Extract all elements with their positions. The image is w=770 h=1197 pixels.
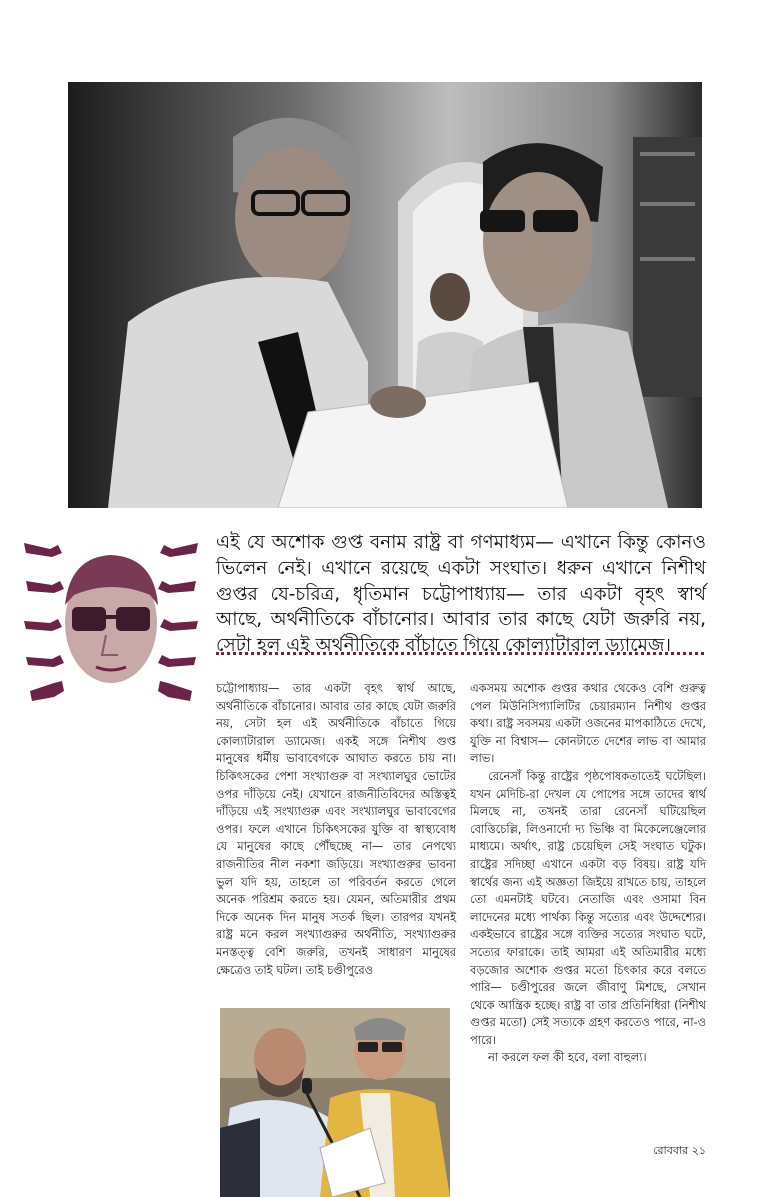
bottom-photograph xyxy=(220,1008,450,1197)
paragraph: রেনেসাঁ কিন্তু রাষ্ট্রের পৃষ্ঠপোষকতাতেই ঘটেছিল। যখন মেদিচি-রা দেখল যে পোপের সঙ্গে তাদের স্বার্থ মিলছে না, তখনই তারা রেনেসাঁ ঘটিয়েছিল বোত্তিচেল্লি, লিওনার্দো দ্য ভিঞ্চি বা মিকেলেঞ্জেলোর মাধ্যমে। অর্থাৎ, রাষ্ট্র চেয়েছিল সেই সংঘাত ঘটুক। রাষ্ট্রের সদিচ্ছা এখানে একটা বড় বিষয়। রাষ্ট্র যদি স্বার্থের জন্য এই অজ্ঞতা জিইয়ে রাখতে চায়, তাহলে তো এমনটাই ঘটবে। নেতাজি এবং ওসামা বিন লাদেনের মধ্যে পার্থক্য কিন্তু সত্যের এবং উদ্দেশ্যের। একইভাবে রাষ্ট্রের সঙ্গে ব্যক্তির সত্যের সংঘাত ঘটে, সত্যের ফারাকে। তাই আমরা এই অতিমারীর মধ্যে বড়জোর অশোক গুপ্তর মতো চিৎকার করে বলতে পারি— চণ্ডীপুরের জলে জীবাণু মিশছে, সেখান থেকে আন্ত্রিক হচ্ছে। রাষ্ট্র বা তার প্রতিনিধিরা (নিশীথ গুপ্তর মতো) সেই সত্যকে গ্রহণ করতেও পারে, না-ও পারে। xyxy=(470,768,706,1047)
dotted-divider xyxy=(216,652,704,655)
pointing-hands-left-icon xyxy=(24,543,64,701)
pull-quote: এই যে অশোক গুপ্ত বনাম রাষ্ট্র বা গণমাধ্যম— এখানে কিন্তু কোনও ভিলেন নেই। এখানে রয়েছে একটা সংঘাত। ধরুন এখানে নিশীথ গুপ্তর যে-চরিত্র, ধৃতিমান চট্টোপাধ্যায়— তার একটা বৃহৎ স্বার্থ আছে, অর্থনীতিকে বাঁচানোর। আবার তার কাছে যেটা জরুরি নয়, সেটা হল এই অর্থনীতিকে বাঁচাতে গিয়ে কোল্যাটারাল ড্যামেজ। xyxy=(216,532,706,657)
body-column-right xyxy=(470,680,706,1067)
pointing-hands-right-icon xyxy=(158,543,198,701)
page-footer: রোববার ২১ xyxy=(653,1144,706,1157)
body-column-left xyxy=(216,680,456,979)
top-photograph xyxy=(68,82,702,508)
paragraph: চট্টোপাধ্যায়— তার একটা বৃহৎ স্বার্থ আছে, অর্থনীতিকে বাঁচানোর। আবার তার কাছে যেটা জরুরি নয়, সেটা হল এই অর্থনীতিকে বাঁচাতে গিয়ে কোল্যাটারাল ড্যামেজ। একই সঙ্গে নিশীথ গুপ্ত মানুষের ধর্মীয় ভাবাবেগকে আঘাত করতে চায় না। চিকিৎসকের পেশা সংখ্যাগুরু বা সংখ্যালঘুর ভোটের ওপর দাঁড়িয়ে নেই। যেখানে রাজনীতিবিদের অস্তিত্বই দাঁড়িয়ে এই সংখ্যাগুরু এবং সংখ্যালঘুর ভাবাবেগের ওপর। ফলে এখানে চিকিৎসকের যুক্তি বা স্বাস্থ্যবোধ যে মানুষের কাছে পৌঁছচ্ছে না— তার নেপথ্যে রাজনীতির নীল নকশা জড়িয়ে। সংখ্যাগুরুর ভাবনা ভুল যদি হয়, তাহলে তা পরিবর্তন করতে গেলে অনেক পরিশ্রম করতে হয়। যেমন, অতিমারীর প্রথম দিকে অনেক দিন মানুষ সতর্ক ছিল। তারপর যখনই রাষ্ট্র মনে করল সংখ্যাগুরুর অর্থনীতি, সংখ্যাগুরুর মনস্তত্ত্ব বেশি জরুরি, তখনই সাধারণ মানুষের ক্ষেত্রেও তাই ঘটল। তাই চণ্ডীপুরেও xyxy=(216,681,456,977)
paragraph: না করলে ফল কী হবে, বলা বাহুল্য। xyxy=(488,1050,647,1065)
portrait-illustration xyxy=(22,535,200,705)
photo-scene xyxy=(68,82,702,508)
portrait-with-pointing-hands xyxy=(22,535,200,705)
photo-scene-bottom xyxy=(220,1008,450,1197)
paragraph: একসময় অশোক গুপ্তর কথার থেকেও বেশি গুরুত্ব পেল মিউনিসিপ্যালিটির চেয়ারম্যান নিশীথ গুপ্তর কথা। রাষ্ট্র সবসময় একটা ওজনের মাপকাঠিতে দেখে, যুক্তি না বিশ্বাস— কোনটাতে দেশের লাভ বা আমার লাভ। xyxy=(470,681,706,766)
